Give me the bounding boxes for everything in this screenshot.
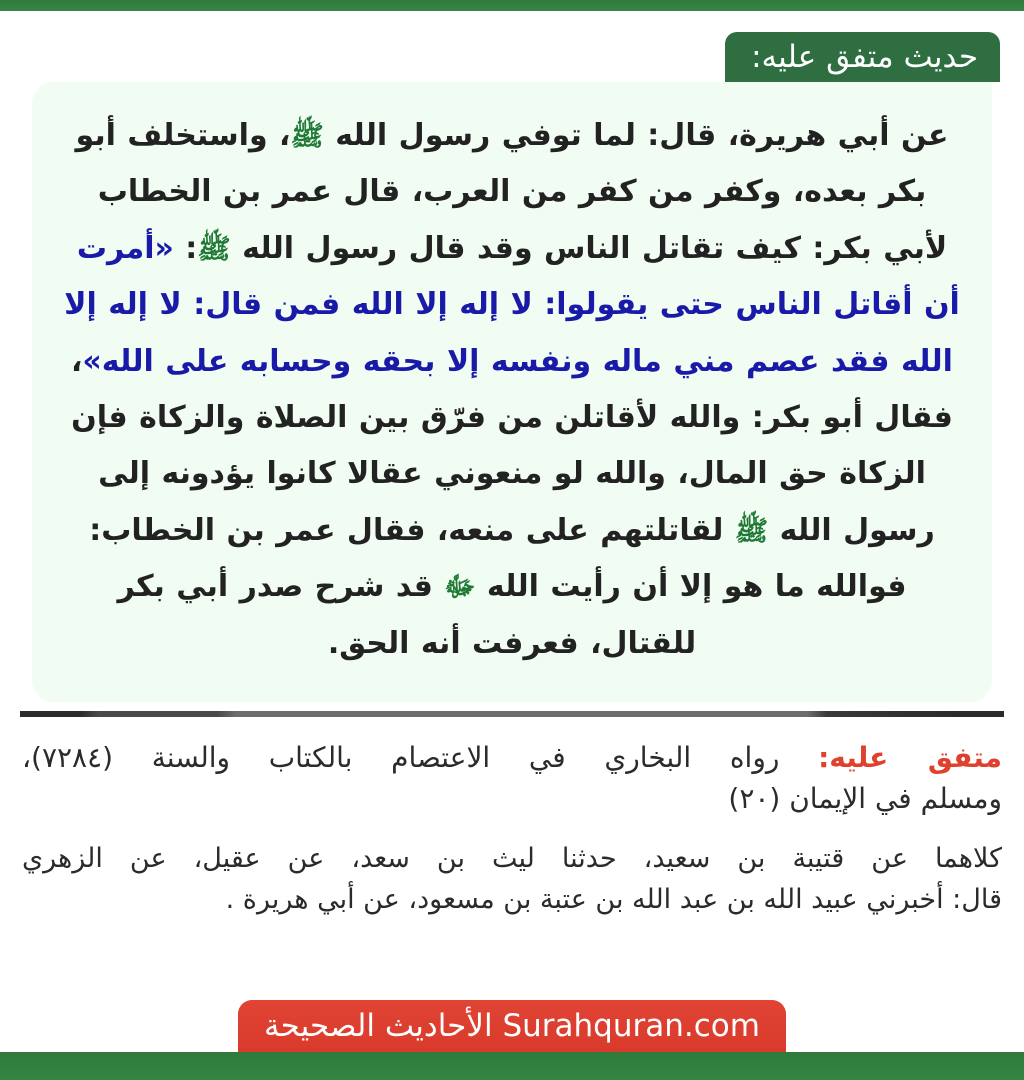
brand-domain-label: Surahquran.com xyxy=(502,1008,760,1044)
hadith-segment-2: ، واستخلف أبو بكر بعده، وكفر من كفر من العرب، قال عمر بن الخطاب لأبي بكر: كيف تقاتل الناس وقد قال رسول الله xyxy=(75,118,948,266)
source-citation-line-2: ومسلم في الإيمان (٢٠) xyxy=(728,782,1002,816)
isnad-line-2: قال: أخبرني عبيد الله بن عبد الله بن عتبة بن مسعود، عن أبي هريرة . xyxy=(225,883,1002,915)
source-citation-bukhari: رواه البخاري في الاعتصام بالكتاب والسنة (٧٢٨٤)، xyxy=(22,741,819,774)
brand-banner-row xyxy=(0,998,1024,1052)
hadith-quoted-prophetic-speech: «أمرت أن أقاتل الناس حتى يقولوا: لا إله إلا الله فمن قال: لا إله إلا الله فقد عصم مني ماله ونفسه إلا بحقه وحسابه على الله» xyxy=(64,230,960,379)
hadith-segment-5: لقاتلتهم على منعه، فقال عمر بن الخطاب: فوالله ما هو إلا أن رأيت الله xyxy=(89,512,907,605)
salla-allahu-alayhi-wasallam-icon: ﷺ xyxy=(197,231,231,265)
brand-title-label: الأحاديث الصحيحة xyxy=(264,1008,493,1044)
hadith-grade-badge: حديث متفق عليه: xyxy=(725,32,1000,82)
hadith-panel xyxy=(32,82,992,702)
section-divider xyxy=(20,711,1004,717)
page-content xyxy=(0,11,1024,1052)
source-citation-block xyxy=(22,737,1002,920)
header-badge-row xyxy=(24,32,1000,82)
salla-allahu-alayhi-wasallam-icon: ﷺ xyxy=(290,119,324,152)
site-brand-banner[interactable] xyxy=(238,1000,786,1052)
bottom-green-rail xyxy=(0,1052,1024,1080)
top-green-rail xyxy=(0,0,1024,11)
isnad-chain-block xyxy=(22,838,1002,920)
source-citation-line-1 xyxy=(22,737,1002,778)
hadith-segment-4: ، فقال أبو بكر: والله لأقاتلن من فرّق بين الصلاة والزكاة فإن الزكاة حق المال، والله لو منعوني عقالا كانوا يؤدونه إلى رسول الله xyxy=(71,343,953,548)
azza-wajal-icon: ﷻ xyxy=(444,570,476,604)
hadith-segment-6: قد شرح صدر أبي بكر للقتال، فعرفت أنه الحق. xyxy=(117,569,697,661)
hadith-segment-1: عن أبي هريرة، قال: لما توفي رسول الله xyxy=(323,118,949,153)
hadith-body-text xyxy=(62,108,962,672)
isnad-line-1: كلاهما عن قتيبة بن سعيد، حدثنا ليث بن سعد، عن عقيل، عن الزهري xyxy=(22,842,1002,874)
salla-allahu-alayhi-wasallam-icon: ﷺ xyxy=(734,513,769,547)
hadith-segment-3: : xyxy=(173,230,198,266)
source-grade-label: متفق عليه: xyxy=(818,741,1002,774)
brand-arabic-label xyxy=(493,1008,503,1044)
